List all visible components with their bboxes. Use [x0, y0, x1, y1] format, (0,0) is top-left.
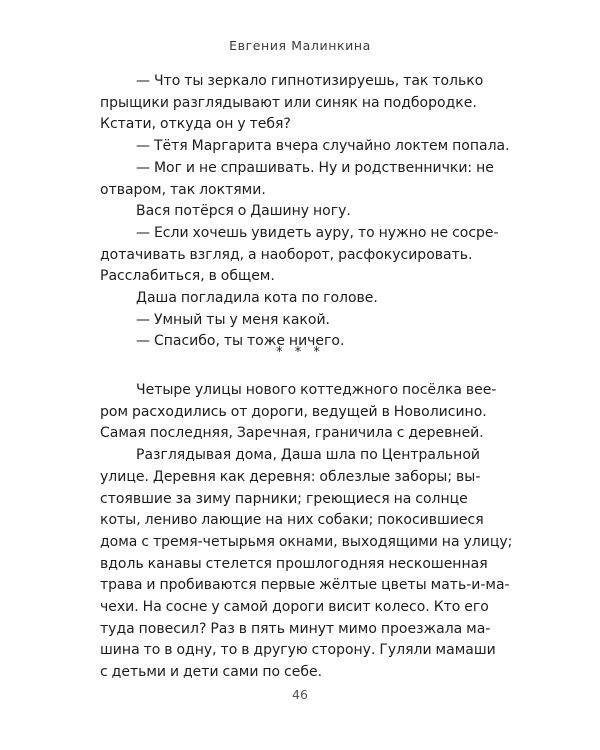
text-line: отваром, так локтями. — [100, 181, 266, 198]
text-line: Расслабиться, в общем. — [100, 268, 275, 285]
text-line: чехи. На сосне у самой дороги висит колесо. Кто его — [100, 599, 489, 616]
text-line: — Мог и не спрашивать. Ну и родственнички: не — [136, 159, 494, 176]
scene-break: * * * — [276, 345, 324, 360]
paragraph — [118, 288, 480, 310]
text-line: Четыре улицы нового коттеджного посёлка вее- — [136, 382, 497, 398]
text-line: туда повесил? Раз в пять минут мимо проезжала ма- — [100, 620, 491, 637]
text-line: вдоль канавы стелется прошлогодняя нескошенная — [100, 555, 488, 572]
paragraph — [118, 201, 480, 223]
running-head-author: Евгения Малинкина — [229, 38, 371, 53]
text-line: — Умный ты у меня какой. — [136, 311, 330, 328]
text-section-1 — [100, 71, 510, 353]
text-line: Вася потёрся о Дашину ногу. — [136, 203, 351, 220]
text-line: коты, лениво лающие на них собаки; покосившиеся — [100, 512, 484, 529]
text-line: — Тётя Маргарита вчера случайно локтем попала. — [136, 138, 510, 155]
text-line: Разглядывая дома, Даша шла по Центральной — [136, 447, 480, 464]
paragraph — [100, 158, 494, 201]
text-line: Кстати, откуда он у тебя? — [100, 116, 291, 133]
text-line: — Что ты зеркало гипнотизируешь, так только — [136, 73, 484, 89]
text-line: улице. Деревня как деревня: облезлые заборы; вы- — [100, 468, 481, 485]
paragraph — [118, 136, 510, 158]
page-number: 46 — [292, 687, 308, 702]
paragraph — [100, 71, 484, 136]
text-line: трава и пробиваются первые жёлтые цветы мать-и-ма- — [100, 577, 510, 594]
text-line: стоявшие за зиму парники; греющиеся на солнце — [100, 490, 468, 507]
text-line: дома с тремя-четырьмя окнами, выходящими на улицу; — [100, 533, 513, 550]
paragraph — [100, 380, 497, 445]
text-line: прыщики разглядывают или синяк на подбородке. — [100, 94, 477, 111]
text-line: — Если хочешь увидеть ауру, то нужно не сосре- — [136, 224, 499, 241]
text-section-2 — [100, 380, 513, 684]
text-line: — Спасибо, ты тоже ничего. — [136, 333, 345, 350]
text-line: шина то в одну, то в другую сторону. Гуляли мамаши — [100, 642, 496, 659]
text-line: с детьми и дети сами по себе. — [100, 664, 323, 681]
paragraph — [100, 223, 499, 288]
paragraph — [100, 445, 513, 684]
text-line: ром расходились от дороги, ведущей в Новолисино. — [100, 403, 487, 420]
paragraph — [118, 310, 480, 332]
text-line: Даша погладила кота по голове. — [136, 290, 378, 307]
text-line: дотачивать взгляд, а наоборот, расфокусировать. — [100, 246, 473, 263]
text-line: Самая последняя, Заречная, граничила с деревней. — [100, 425, 484, 442]
